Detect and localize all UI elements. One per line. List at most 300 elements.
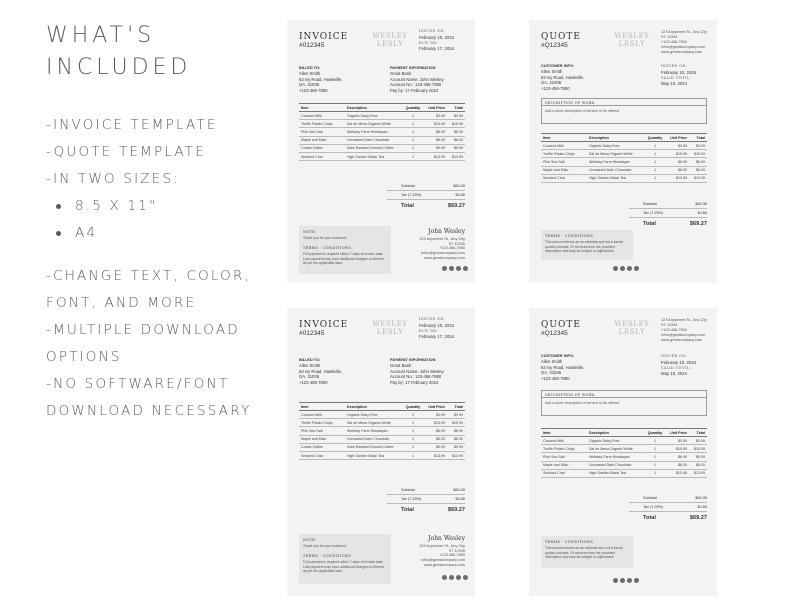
header-total: Total [454, 404, 463, 409]
customer-line: Allen Smith [541, 359, 563, 365]
cell-quantity: 1 [412, 420, 414, 425]
terms-box [541, 536, 633, 568]
cell-total: $15.99 [694, 151, 705, 156]
customer-line: +123-456-7890 [541, 375, 570, 381]
customer-line: +123-456-7890 [541, 85, 570, 91]
tax-value: $4.66 [697, 211, 707, 215]
payment-line: Great Bank [390, 71, 412, 77]
cell-unit-price: $6.99 [678, 454, 687, 459]
cell-description: Wellsley Farm Himalayan [347, 428, 388, 433]
due-label: DUE ON: [419, 40, 438, 45]
logo-line: LESLY [618, 328, 646, 336]
cell-unit-price: $6.00 [678, 463, 687, 468]
title-line: WHAT'S [46, 23, 156, 48]
social-icon [442, 266, 447, 271]
cell-quantity: 1 [412, 428, 414, 433]
payment-line: Account Name: John Wesley [390, 368, 444, 374]
terms-text: Full payment is required within 7 days of invoice date. Late payment may incur additional charges or interest as per the applicable laws. [303, 252, 384, 266]
note-text: Thank you for your business! [303, 236, 347, 241]
cell-item: Smoked Chai [301, 154, 323, 159]
features-panel [0, 0, 285, 614]
table-row [299, 452, 465, 460]
cell-unit-price: $13.99 [434, 453, 445, 458]
contact-line: ST 12345 [448, 241, 465, 246]
totals [629, 200, 707, 230]
cell-item: Truffle Potato Chips [543, 446, 575, 451]
payment-line: Account No.: 123-456-7890 [390, 374, 442, 380]
cell-description: High Garden Black Tea [589, 176, 626, 181]
header-unit-price: Unit Price [670, 430, 687, 435]
contact-line: +123-456-7890 [439, 246, 465, 251]
customer-line: Allen Smith [541, 69, 563, 75]
table-row [541, 462, 707, 470]
cell-total: $6.99 [454, 428, 463, 433]
cell-item: Coconut Milk [301, 113, 322, 118]
cell-unit-price: $9.99 [436, 445, 445, 450]
cell-item: Pink Sea Salt [543, 159, 565, 164]
cell-description: Wellsley Farm Himalayan [347, 129, 388, 134]
billed-line: GA, 31036 [299, 82, 320, 88]
total-row [387, 200, 465, 212]
cell-item: Maple and Miso [301, 437, 327, 442]
cell-quantity: 1 [654, 159, 656, 164]
cell-item: Maple and Miso [543, 463, 569, 468]
description-box [541, 98, 707, 124]
header-item: Item [543, 135, 551, 140]
terms-label: TERMS · CONDITIONS [545, 234, 594, 238]
subtotal-value: $64.35 [453, 184, 465, 188]
cell-quantity: 1 [654, 151, 656, 156]
header-total: Total [696, 135, 705, 140]
cell-total: $9.99 [454, 445, 463, 450]
payment-line: Account No.: 123-456-7890 [390, 82, 442, 88]
address-line: hello@greatcompany.com [661, 45, 705, 49]
billed-line: +123-456-7890 [299, 379, 328, 385]
cell-unit-price: $6.00 [436, 437, 445, 442]
table-row [299, 153, 465, 161]
invoice-preview-letter [287, 20, 475, 283]
cell-quantity: 1 [412, 412, 414, 417]
header-description: Description [589, 135, 609, 140]
cell-quantity: 1 [654, 143, 656, 148]
address-line: ST 12345 [661, 323, 678, 327]
billed-line: GA, 31036 [299, 374, 320, 380]
cell-unit-price: $6.00 [678, 168, 687, 173]
signature-name: John Wesley [428, 228, 465, 235]
description-text: Add a short description of service to be offered [545, 401, 620, 405]
cell-quantity: 1 [412, 437, 414, 442]
cell-quantity: 1 [412, 154, 414, 159]
cell-total: $13.99 [694, 176, 705, 181]
cell-item: Coconut Milk [301, 412, 322, 417]
cell-item: Smoked Chai [543, 176, 565, 181]
terms-text: This amount serves as an estimate and not a formal quoted contract. Or services from the provided information and may be subject to adjustment. [545, 546, 624, 560]
table-row [299, 427, 465, 435]
social-icons [613, 578, 639, 583]
total-value: $69.27 [689, 515, 707, 521]
tax-value: $4.66 [455, 193, 465, 197]
cell-quantity: 1 [412, 121, 414, 126]
cell-unit-price: $6.00 [436, 138, 445, 143]
note-label: NOTE: [303, 230, 317, 234]
cell-total: $15.99 [452, 420, 463, 425]
payment-label: PAYMENT INFORMATION [390, 66, 436, 70]
cell-unit-price: $3.99 [678, 438, 687, 443]
cell-total: $6.99 [696, 159, 705, 164]
customer-label: CUSTOMER INFO: [541, 354, 575, 358]
table-header [541, 428, 707, 437]
customer-line: 63 Ivy Road, Hawkville, [541, 364, 585, 370]
table-row [541, 158, 707, 166]
quote-title: QUOTE [541, 320, 581, 330]
cell-item: Cuban Coffee [301, 146, 324, 151]
payment-info [390, 66, 470, 93]
social-icon [634, 578, 639, 583]
cell-unit-price: $15.99 [434, 121, 445, 126]
quote-dates [661, 354, 715, 377]
cell-unit-price: $9.99 [436, 146, 445, 151]
total-label: Total [643, 515, 656, 521]
billed-to [299, 66, 379, 93]
customer-line: 63 Ivy Road, Hawkville, [541, 74, 585, 80]
cell-item: Coconut Milk [543, 438, 564, 443]
brand-logo [612, 32, 652, 48]
brand-logo [612, 320, 652, 336]
terms-text: This amount serves as an estimate and not a formal quoted contract. Or services from the provided information and may be subject to adjustment. [545, 240, 624, 254]
brand-logo [370, 320, 410, 336]
feature-nosoft-2: DOWNLOAD NECESSARY [46, 403, 252, 419]
size-letter-label: 8.5 X 11" [75, 198, 158, 214]
size-letter [46, 193, 218, 220]
issued-label: ISSUED ON: [661, 354, 688, 358]
table-row [299, 137, 465, 145]
subtotal-row [387, 182, 465, 191]
cell-quantity: 1 [654, 168, 656, 173]
notes-box [299, 534, 391, 584]
issued-label: ISSUED ON: [419, 29, 446, 33]
total-label: Total [401, 507, 414, 513]
billed-to [299, 358, 379, 385]
terms-label: TERMS · CONDITIONS [303, 245, 352, 250]
cell-description: Wellsley Farm Himalayan [589, 159, 630, 164]
cell-description: Unroasted Dark Chocolate [589, 463, 632, 468]
social-icons [613, 266, 639, 271]
table-row [541, 445, 707, 453]
invoice-number: #012345 [299, 42, 325, 49]
cell-total: $6.99 [696, 454, 705, 459]
header-quantity: Quantity [647, 430, 663, 435]
items-table [299, 402, 465, 460]
payment-line: Pay by: 17 February 2024 [390, 87, 439, 93]
quote-number: #Q12345 [541, 330, 568, 337]
cell-description: High Garden Black Tea [589, 471, 626, 476]
address-line: www.greatcompany.com [661, 50, 703, 54]
cell-total: $3.99 [454, 113, 463, 118]
social-icon [463, 575, 468, 580]
issued-date: February 10, 2024 [419, 34, 455, 40]
total-row [629, 512, 707, 524]
cell-description: High Garden Black Tea [347, 154, 384, 159]
social-icon [463, 266, 468, 271]
invoice-preview-a4 [287, 308, 475, 596]
contact-line: www.greatcompany.com [423, 562, 465, 567]
totals [387, 182, 465, 212]
cell-total: $6.00 [454, 138, 463, 143]
cell-description: Unroasted Dark Chocolate [347, 437, 390, 442]
address-line: +123-456-7890 [661, 40, 687, 44]
feature-nosoft: -NO SOFTWARE/FONT [46, 376, 230, 392]
payment-line: Account Name: John Wesley [390, 76, 444, 82]
contact-line: 123 Anywhere St., Any City [419, 543, 465, 548]
cell-item: Coconut Milk [543, 143, 564, 148]
tax-row [629, 503, 707, 512]
social-icon [620, 578, 625, 583]
total-value: $69.27 [447, 203, 465, 209]
notes-box [299, 226, 391, 274]
cell-total: $13.99 [694, 471, 705, 476]
tax-row [387, 191, 465, 200]
cell-item: Pink Sea Salt [301, 129, 323, 134]
social-icon [442, 575, 447, 580]
table-row [299, 120, 465, 128]
cell-description: Unroasted Dark Chocolate [347, 138, 390, 143]
total-row [629, 218, 707, 230]
valid-label: VALID UNTIL: [661, 365, 692, 370]
issued-date: February 10, 2024 [661, 69, 697, 75]
table-row [299, 411, 465, 419]
feature-sizes: -IN TWO SIZES: [46, 171, 181, 187]
header-quantity: Quantity [405, 404, 421, 409]
logo-line: WESLEY [372, 32, 408, 40]
cell-unit-price: $6.99 [678, 159, 687, 164]
total-label: Total [401, 203, 414, 209]
quote-dates [661, 64, 715, 87]
subtotal-row [629, 200, 707, 209]
address-line: www.greatcompany.com [661, 338, 703, 342]
header-unit-price: Unit Price [670, 135, 687, 140]
cell-description: Sal de Mesa Organic White [589, 446, 633, 451]
cell-quantity: 1 [654, 446, 656, 451]
cell-description: Dark Roasted Ground Coffee [347, 445, 394, 450]
social-icon [449, 266, 454, 271]
cell-quantity: 1 [412, 138, 414, 143]
social-icons [442, 575, 468, 580]
logo-line: LESLY [376, 328, 404, 336]
cell-total: $13.99 [452, 154, 463, 159]
table-row [541, 437, 707, 445]
description-label: DESCRIPTION OF WORK: [542, 99, 706, 106]
issued-label: ISSUED ON: [419, 317, 446, 321]
company-address [661, 30, 715, 55]
tax-label: Tax (7.25%) [401, 497, 422, 501]
header-description: Description [589, 430, 609, 435]
cell-quantity: 1 [412, 445, 414, 450]
contact-line: 123 Anywhere St., Any City [419, 236, 465, 241]
feature-change-2: FONT, AND MORE [46, 295, 197, 311]
header-unit-price: Unit Price [428, 105, 445, 110]
contact-line: hello@greatcompany.com [421, 251, 465, 256]
issued-date: February 10, 2024 [661, 359, 697, 365]
terms-text: Full payment is required within 7 days of invoice date. Late payment may incur additional charges or interest as per the applicable laws. [303, 560, 384, 574]
subtotal-label: Subtotal [401, 488, 415, 492]
header-quantity: Quantity [647, 135, 663, 140]
social-icon [620, 266, 625, 271]
cell-description: Sal de Mesa Organic White [589, 151, 633, 156]
description-label: DESCRIPTION OF WORK: [542, 391, 706, 398]
contact-line: hello@greatcompany.com [421, 558, 465, 563]
cell-total: $6.00 [696, 463, 705, 468]
header-description: Description [347, 105, 367, 110]
description-box [541, 390, 707, 416]
table-header [299, 402, 465, 411]
cell-total: $15.99 [452, 121, 463, 126]
table-row [299, 444, 465, 452]
table-header [541, 133, 707, 142]
valid-date: May 10, 2024 [661, 371, 688, 377]
totals [629, 494, 707, 524]
valid-date: May 10, 2024 [661, 81, 688, 87]
tax-row [387, 495, 465, 504]
note-text: Thank you for your business! [303, 544, 347, 549]
logo-line: WESLEY [614, 320, 650, 328]
table-row [541, 175, 707, 183]
customer-line: GA, 31036 [541, 370, 562, 376]
issued-date: February 10, 2024 [419, 322, 455, 328]
header-item: Item [301, 105, 309, 110]
cell-total: $6.00 [454, 437, 463, 442]
billed-line: Allen Smith [299, 71, 321, 77]
cell-quantity: 1 [654, 438, 656, 443]
subtotal-label: Subtotal [643, 202, 657, 206]
cell-item: Truffle Potato Chips [301, 420, 333, 425]
brand-logo [370, 32, 410, 48]
subtotal-value: $64.35 [453, 488, 465, 492]
table-row [299, 128, 465, 136]
note-label: NOTE: [303, 538, 317, 542]
cell-total: $13.99 [452, 453, 463, 458]
feature-multi-2: OPTIONS [46, 349, 122, 365]
subtotal-row [387, 486, 465, 495]
cell-total: $15.99 [694, 446, 705, 451]
table-row [541, 142, 707, 150]
items-table [299, 103, 465, 161]
cell-description: Dark Roasted Ground Coffee [347, 146, 394, 151]
address-line: 123 Anywhere St., Any City [661, 30, 707, 34]
logo-line: LESLY [618, 40, 646, 48]
logo-line: WESLEY [372, 320, 408, 328]
subtotal-label: Subtotal [643, 496, 657, 500]
table-row [299, 112, 465, 120]
tax-label: Tax (7.25%) [643, 505, 664, 509]
billed-label: BILLED TO: [299, 358, 321, 362]
social-icon [456, 266, 461, 271]
table-header [299, 103, 465, 112]
cell-description: Wellsley Farm Himalayan [589, 454, 630, 459]
social-icons [442, 266, 468, 271]
header-total: Total [696, 430, 705, 435]
tax-row [629, 209, 707, 218]
tax-label: Tax (7.25%) [643, 211, 664, 215]
billed-line: +123-456-7890 [299, 87, 328, 93]
logo-line: LESLY [376, 40, 404, 48]
table-row [541, 150, 707, 158]
address-line: 123 Anywhere St., Any City [661, 318, 707, 322]
billed-line: 63 Ivy Road, Hawkville, [299, 368, 343, 374]
logo-line: WESLEY [614, 32, 650, 40]
cell-item: Smoked Chai [301, 453, 323, 458]
table-row [299, 145, 465, 153]
social-icon [627, 578, 632, 583]
payment-line: Pay by: 17 February 2024 [390, 379, 439, 385]
payment-info [390, 358, 470, 385]
cell-total: $3.99 [696, 438, 705, 443]
cell-description: Organic Dairy-Free [347, 113, 378, 118]
cell-item: Cuban Coffee [301, 445, 324, 450]
total-row [387, 504, 465, 516]
items-table [541, 428, 707, 478]
subtotal-value: $64.35 [695, 496, 707, 500]
bullet-icon [56, 231, 61, 236]
cell-description: Organic Dairy-Free [589, 143, 620, 148]
items-table [541, 133, 707, 183]
cell-unit-price: $6.99 [436, 428, 445, 433]
terms-label: TERMS · CONDITIONS [545, 540, 594, 544]
title-line: INCLUDED [46, 55, 192, 80]
cell-unit-price: $13.99 [676, 471, 687, 476]
tax-value: $4.66 [455, 497, 465, 501]
quote-preview-a4 [529, 308, 717, 596]
social-icon [613, 266, 618, 271]
table-row [541, 470, 707, 478]
cell-unit-price: $15.99 [434, 420, 445, 425]
header-quantity: Quantity [405, 105, 421, 110]
valid-label: VALID UNTIL: [661, 75, 692, 80]
header-description: Description [347, 404, 367, 409]
page-title [46, 20, 191, 84]
invoice-title: INVOICE [299, 32, 349, 42]
header-item: Item [543, 430, 551, 435]
payment-label: PAYMENT INFORMATION [390, 358, 436, 362]
cell-item: Pink Sea Salt [543, 454, 565, 459]
customer-line: GA, 31036 [541, 80, 562, 86]
cell-quantity: 1 [654, 454, 656, 459]
table-row [299, 419, 465, 427]
total-value: $69.27 [447, 507, 465, 513]
social-icon [627, 266, 632, 271]
cell-description: Unroasted Dark Chocolate [589, 168, 632, 173]
table-row [299, 436, 465, 444]
total-label: Total [643, 221, 656, 227]
invoice-dates [419, 29, 473, 52]
size-a4 [46, 220, 218, 247]
feature-invoice: -INVOICE TEMPLATE [46, 117, 218, 133]
feature-quote: -QUOTE TEMPLATE [46, 144, 206, 160]
invoice-title: INVOICE [299, 320, 349, 330]
header-unit-price: Unit Price [428, 404, 445, 409]
terms-label: TERMS · CONDITIONS [303, 553, 352, 558]
feature-list [46, 112, 218, 247]
cell-unit-price: $13.99 [676, 176, 687, 181]
bullet-icon [56, 204, 61, 209]
size-a4-label: A4 [75, 225, 98, 241]
issued-label: ISSUED ON: [661, 64, 688, 68]
cell-quantity: 1 [654, 471, 656, 476]
invoice-dates [419, 317, 473, 340]
cell-quantity: 1 [412, 146, 414, 151]
signature-block [405, 537, 465, 568]
totals [387, 486, 465, 516]
address-line: ST 12345 [661, 35, 678, 39]
